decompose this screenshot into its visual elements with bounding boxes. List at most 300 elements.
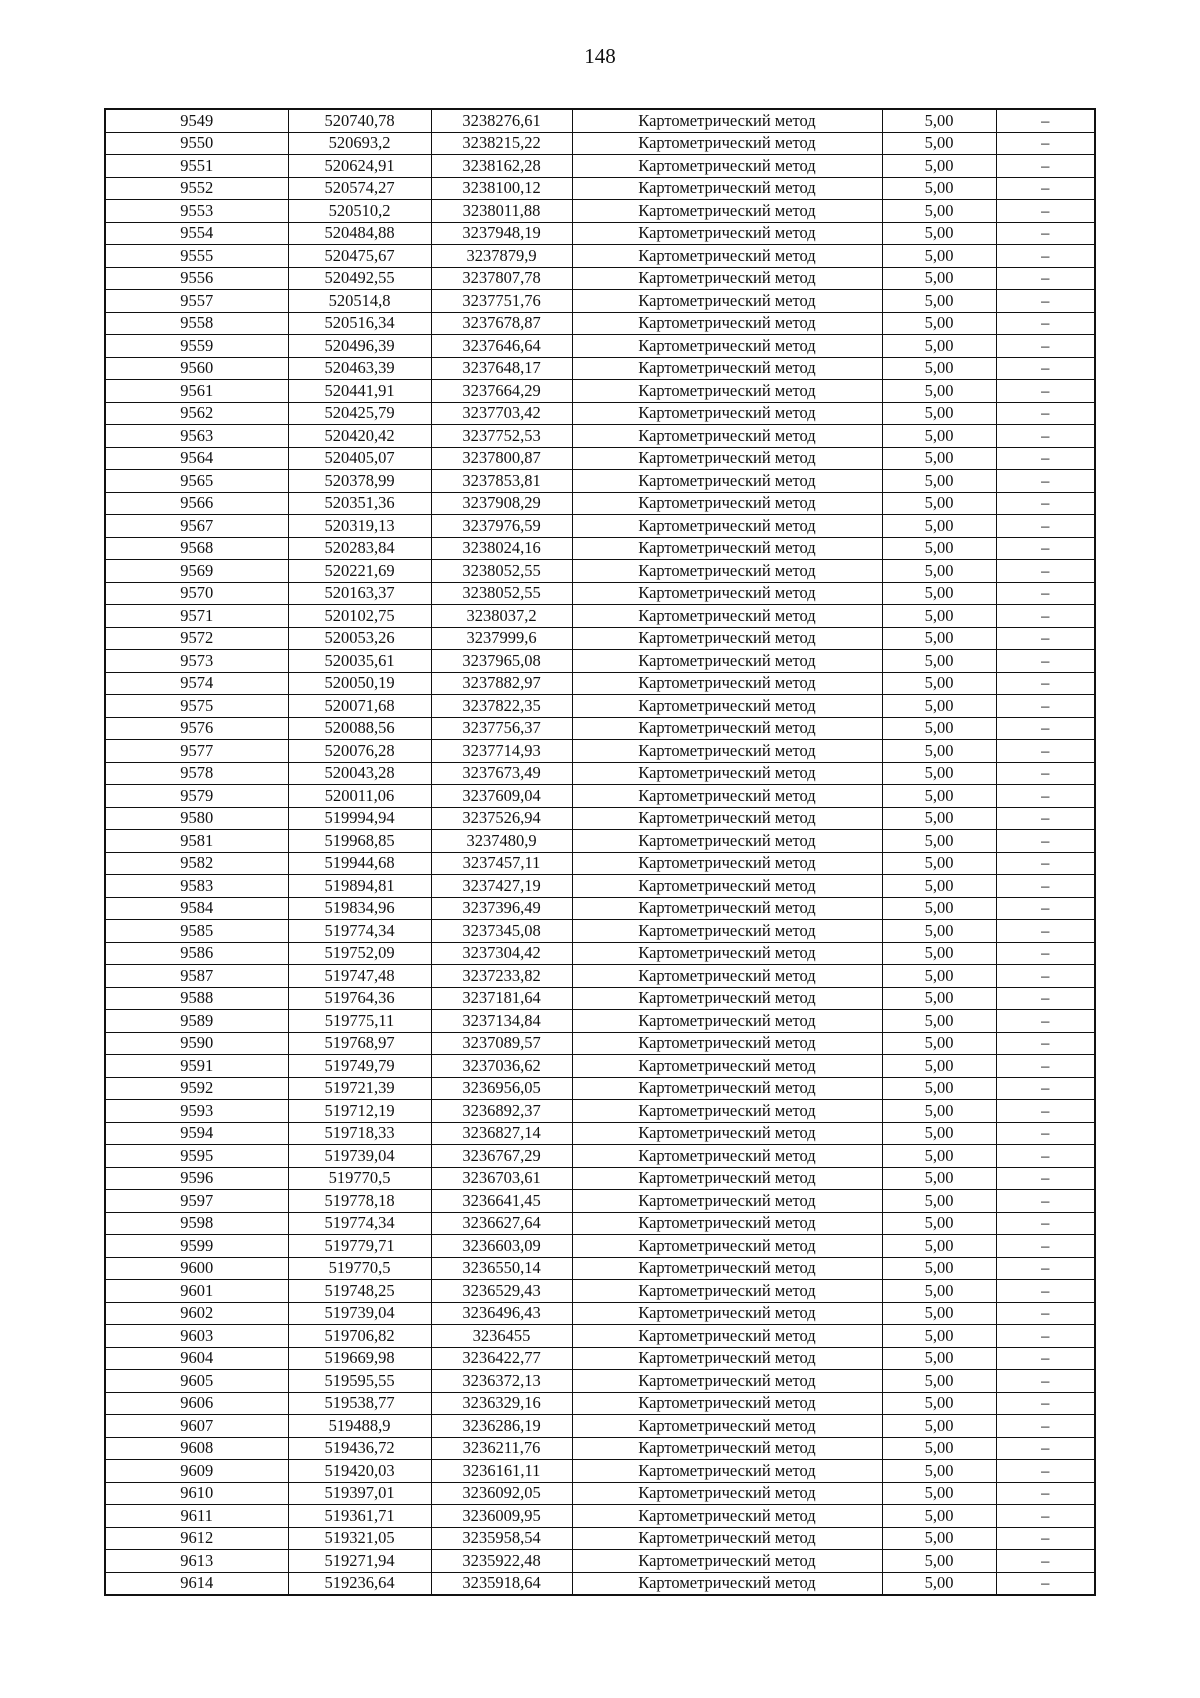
point-number-cell: 9550	[105, 132, 288, 155]
accuracy-cell: 5,00	[882, 1032, 996, 1055]
point-number-cell: 9567	[105, 515, 288, 538]
y-coordinate-cell: 3237233,82	[431, 965, 572, 988]
accuracy-cell: 5,00	[882, 425, 996, 448]
point-number-cell: 9577	[105, 740, 288, 763]
note-cell: –	[996, 650, 1095, 673]
point-number-cell: 9555	[105, 245, 288, 268]
method-cell: Картометрический метод	[572, 605, 882, 628]
method-cell: Картометрический метод	[572, 1505, 882, 1528]
method-cell: Картометрический метод	[572, 807, 882, 830]
x-coordinate-cell: 520693,2	[288, 132, 431, 155]
y-coordinate-cell: 3237089,57	[431, 1032, 572, 1055]
note-cell: –	[996, 109, 1095, 132]
point-number-cell: 9590	[105, 1032, 288, 1055]
x-coordinate-cell: 519236,64	[288, 1572, 431, 1595]
note-cell: –	[996, 672, 1095, 695]
x-coordinate-cell: 519538,77	[288, 1392, 431, 1415]
accuracy-cell: 5,00	[882, 1212, 996, 1235]
point-number-cell: 9551	[105, 155, 288, 178]
table-row	[105, 515, 1095, 538]
y-coordinate-cell: 3236529,43	[431, 1280, 572, 1303]
x-coordinate-cell: 520163,37	[288, 582, 431, 605]
table-row	[105, 1167, 1095, 1190]
note-cell: –	[996, 1010, 1095, 1033]
accuracy-cell: 5,00	[882, 1190, 996, 1213]
y-coordinate-cell: 3237480,9	[431, 830, 572, 853]
table-row	[105, 1100, 1095, 1123]
accuracy-cell: 5,00	[882, 222, 996, 245]
x-coordinate-cell: 519436,72	[288, 1437, 431, 1460]
note-cell: –	[996, 200, 1095, 223]
method-cell: Картометрический метод	[572, 447, 882, 470]
note-cell: –	[996, 1572, 1095, 1595]
x-coordinate-cell: 519768,97	[288, 1032, 431, 1055]
x-coordinate-cell: 519834,96	[288, 897, 431, 920]
method-cell: Картометрический метод	[572, 1257, 882, 1280]
method-cell: Картометрический метод	[572, 515, 882, 538]
accuracy-cell: 5,00	[882, 1077, 996, 1100]
table-row	[105, 335, 1095, 358]
method-cell: Картометрический метод	[572, 1437, 882, 1460]
point-number-cell: 9593	[105, 1100, 288, 1123]
y-coordinate-cell: 3236009,95	[431, 1505, 572, 1528]
method-cell: Картометрический метод	[572, 762, 882, 785]
method-cell: Картометрический метод	[572, 1392, 882, 1415]
x-coordinate-cell: 520283,84	[288, 537, 431, 560]
method-cell: Картометрический метод	[572, 109, 882, 132]
y-coordinate-cell: 3237427,19	[431, 875, 572, 898]
y-coordinate-cell: 3238011,88	[431, 200, 572, 223]
method-cell: Картометрический метод	[572, 290, 882, 313]
table-row	[105, 109, 1095, 132]
method-cell: Картометрический метод	[572, 1235, 882, 1258]
note-cell: –	[996, 515, 1095, 538]
note-cell: –	[996, 1190, 1095, 1213]
note-cell: –	[996, 1032, 1095, 1055]
y-coordinate-cell: 3236211,76	[431, 1437, 572, 1460]
point-number-cell: 9554	[105, 222, 288, 245]
y-coordinate-cell: 3235958,54	[431, 1527, 572, 1550]
note-cell: –	[996, 1100, 1095, 1123]
method-cell: Картометрический метод	[572, 357, 882, 380]
accuracy-cell: 5,00	[882, 762, 996, 785]
table-row	[105, 987, 1095, 1010]
method-cell: Картометрический метод	[572, 717, 882, 740]
x-coordinate-cell: 520351,36	[288, 492, 431, 515]
accuracy-cell: 5,00	[882, 1167, 996, 1190]
point-number-cell: 9565	[105, 470, 288, 493]
y-coordinate-cell: 3236329,16	[431, 1392, 572, 1415]
accuracy-cell: 5,00	[882, 852, 996, 875]
accuracy-cell: 5,00	[882, 1145, 996, 1168]
note-cell: –	[996, 785, 1095, 808]
method-cell: Картометрический метод	[572, 1032, 882, 1055]
y-coordinate-cell: 3237965,08	[431, 650, 572, 673]
accuracy-cell: 5,00	[882, 965, 996, 988]
y-coordinate-cell: 3235918,64	[431, 1572, 572, 1595]
y-coordinate-cell: 3236892,37	[431, 1100, 572, 1123]
accuracy-cell: 5,00	[882, 1392, 996, 1415]
x-coordinate-cell: 519774,34	[288, 920, 431, 943]
accuracy-cell: 5,00	[882, 785, 996, 808]
accuracy-cell: 5,00	[882, 1527, 996, 1550]
accuracy-cell: 5,00	[882, 492, 996, 515]
x-coordinate-cell: 519420,03	[288, 1460, 431, 1483]
accuracy-cell: 5,00	[882, 1325, 996, 1348]
x-coordinate-cell: 519778,18	[288, 1190, 431, 1213]
table-row	[105, 245, 1095, 268]
method-cell: Картометрический метод	[572, 627, 882, 650]
method-cell: Картометрический метод	[572, 1167, 882, 1190]
method-cell: Картометрический метод	[572, 1370, 882, 1393]
accuracy-cell: 5,00	[882, 920, 996, 943]
note-cell: –	[996, 830, 1095, 853]
method-cell: Картометрический метод	[572, 1302, 882, 1325]
point-number-cell: 9574	[105, 672, 288, 695]
table-row	[105, 177, 1095, 200]
x-coordinate-cell: 519712,19	[288, 1100, 431, 1123]
y-coordinate-cell: 3237703,42	[431, 402, 572, 425]
x-coordinate-cell: 520088,56	[288, 717, 431, 740]
accuracy-cell: 5,00	[882, 807, 996, 830]
y-coordinate-cell: 3237609,04	[431, 785, 572, 808]
table-row	[105, 1302, 1095, 1325]
point-number-cell: 9578	[105, 762, 288, 785]
accuracy-cell: 5,00	[882, 1100, 996, 1123]
note-cell: –	[996, 1505, 1095, 1528]
method-cell: Картометрический метод	[572, 470, 882, 493]
y-coordinate-cell: 3238215,22	[431, 132, 572, 155]
note-cell: –	[996, 1347, 1095, 1370]
note-cell: –	[996, 605, 1095, 628]
x-coordinate-cell: 520484,88	[288, 222, 431, 245]
point-number-cell: 9597	[105, 1190, 288, 1213]
y-coordinate-cell: 3237756,37	[431, 717, 572, 740]
table-row	[105, 1077, 1095, 1100]
table-row	[105, 1122, 1095, 1145]
y-coordinate-cell: 3238162,28	[431, 155, 572, 178]
point-number-cell: 9571	[105, 605, 288, 628]
x-coordinate-cell: 519994,94	[288, 807, 431, 830]
table-row	[105, 1370, 1095, 1393]
method-cell: Картометрический метод	[572, 1550, 882, 1573]
point-number-cell: 9598	[105, 1212, 288, 1235]
note-cell: –	[996, 987, 1095, 1010]
table-row	[105, 1257, 1095, 1280]
note-cell: –	[996, 177, 1095, 200]
note-cell: –	[996, 1235, 1095, 1258]
method-cell: Картометрический метод	[572, 155, 882, 178]
table-row	[105, 402, 1095, 425]
note-cell: –	[996, 1437, 1095, 1460]
accuracy-cell: 5,00	[882, 132, 996, 155]
accuracy-cell: 5,00	[882, 1550, 996, 1573]
x-coordinate-cell: 519944,68	[288, 852, 431, 875]
table-row	[105, 695, 1095, 718]
point-number-cell: 9592	[105, 1077, 288, 1100]
point-number-cell: 9569	[105, 560, 288, 583]
x-coordinate-cell: 519770,5	[288, 1167, 431, 1190]
note-cell: –	[996, 155, 1095, 178]
point-number-cell: 9576	[105, 717, 288, 740]
table-row	[105, 492, 1095, 515]
table-row	[105, 155, 1095, 178]
x-coordinate-cell: 520378,99	[288, 470, 431, 493]
accuracy-cell: 5,00	[882, 1055, 996, 1078]
method-cell: Картометрический метод	[572, 245, 882, 268]
accuracy-cell: 5,00	[882, 380, 996, 403]
note-cell: –	[996, 425, 1095, 448]
table-row	[105, 942, 1095, 965]
note-cell: –	[996, 807, 1095, 830]
accuracy-cell: 5,00	[882, 537, 996, 560]
table-row	[105, 582, 1095, 605]
x-coordinate-cell: 519774,34	[288, 1212, 431, 1235]
y-coordinate-cell: 3237304,42	[431, 942, 572, 965]
method-cell: Картометрический метод	[572, 267, 882, 290]
x-coordinate-cell: 520420,42	[288, 425, 431, 448]
x-coordinate-cell: 519894,81	[288, 875, 431, 898]
y-coordinate-cell: 3236627,64	[431, 1212, 572, 1235]
note-cell: –	[996, 942, 1095, 965]
method-cell: Картометрический метод	[572, 785, 882, 808]
table-row	[105, 785, 1095, 808]
method-cell: Картометрический метод	[572, 740, 882, 763]
x-coordinate-cell: 520071,68	[288, 695, 431, 718]
table-row	[105, 1032, 1095, 1055]
table-row	[105, 1325, 1095, 1348]
note-cell: –	[996, 1415, 1095, 1438]
note-cell: –	[996, 740, 1095, 763]
note-cell: –	[996, 447, 1095, 470]
y-coordinate-cell: 3237751,76	[431, 290, 572, 313]
note-cell: –	[996, 537, 1095, 560]
note-cell: –	[996, 132, 1095, 155]
x-coordinate-cell: 520043,28	[288, 762, 431, 785]
method-cell: Картометрический метод	[572, 335, 882, 358]
y-coordinate-cell: 3236703,61	[431, 1167, 572, 1190]
x-coordinate-cell: 519706,82	[288, 1325, 431, 1348]
x-coordinate-cell: 519739,04	[288, 1302, 431, 1325]
point-number-cell: 9589	[105, 1010, 288, 1033]
point-number-cell: 9568	[105, 537, 288, 560]
table-row	[105, 222, 1095, 245]
y-coordinate-cell: 3237714,93	[431, 740, 572, 763]
method-cell: Картометрический метод	[572, 132, 882, 155]
x-coordinate-cell: 519721,39	[288, 1077, 431, 1100]
accuracy-cell: 5,00	[882, 1347, 996, 1370]
accuracy-cell: 5,00	[882, 605, 996, 628]
x-coordinate-cell: 520425,79	[288, 402, 431, 425]
y-coordinate-cell: 3237646,64	[431, 335, 572, 358]
accuracy-cell: 5,00	[882, 942, 996, 965]
method-cell: Картометрический метод	[572, 177, 882, 200]
note-cell: –	[996, 762, 1095, 785]
accuracy-cell: 5,00	[882, 1122, 996, 1145]
method-cell: Картометрический метод	[572, 1572, 882, 1595]
point-number-cell: 9614	[105, 1572, 288, 1595]
x-coordinate-cell: 519321,05	[288, 1527, 431, 1550]
table-row	[105, 650, 1095, 673]
method-cell: Картометрический метод	[572, 1212, 882, 1235]
table-row	[105, 920, 1095, 943]
note-cell: –	[996, 920, 1095, 943]
note-cell: –	[996, 852, 1095, 875]
point-number-cell: 9564	[105, 447, 288, 470]
y-coordinate-cell: 3238100,12	[431, 177, 572, 200]
y-coordinate-cell: 3236827,14	[431, 1122, 572, 1145]
y-coordinate-cell: 3237396,49	[431, 897, 572, 920]
point-number-cell: 9594	[105, 1122, 288, 1145]
method-cell: Картометрический метод	[572, 1280, 882, 1303]
table-row	[105, 357, 1095, 380]
accuracy-cell: 5,00	[882, 1302, 996, 1325]
accuracy-cell: 5,00	[882, 717, 996, 740]
accuracy-cell: 5,00	[882, 155, 996, 178]
note-cell: –	[996, 1212, 1095, 1235]
y-coordinate-cell: 3236422,77	[431, 1347, 572, 1370]
note-cell: –	[996, 222, 1095, 245]
point-number-cell: 9606	[105, 1392, 288, 1415]
note-cell: –	[996, 582, 1095, 605]
y-coordinate-cell: 3237457,11	[431, 852, 572, 875]
point-number-cell: 9602	[105, 1302, 288, 1325]
table-row	[105, 290, 1095, 313]
accuracy-cell: 5,00	[882, 312, 996, 335]
point-number-cell: 9549	[105, 109, 288, 132]
note-cell: –	[996, 1055, 1095, 1078]
x-coordinate-cell: 520076,28	[288, 740, 431, 763]
method-cell: Картометрический метод	[572, 1100, 882, 1123]
x-coordinate-cell: 520496,39	[288, 335, 431, 358]
method-cell: Картометрический метод	[572, 1325, 882, 1348]
y-coordinate-cell: 3237999,6	[431, 627, 572, 650]
method-cell: Картометрический метод	[572, 920, 882, 943]
table-row	[105, 672, 1095, 695]
method-cell: Картометрический метод	[572, 852, 882, 875]
x-coordinate-cell: 520035,61	[288, 650, 431, 673]
x-coordinate-cell: 520510,2	[288, 200, 431, 223]
accuracy-cell: 5,00	[882, 245, 996, 268]
accuracy-cell: 5,00	[882, 1257, 996, 1280]
y-coordinate-cell: 3237800,87	[431, 447, 572, 470]
method-cell: Картометрический метод	[572, 537, 882, 560]
table-row	[105, 627, 1095, 650]
table-row	[105, 1392, 1095, 1415]
table-row	[105, 1415, 1095, 1438]
note-cell: –	[996, 1145, 1095, 1168]
point-number-cell: 9586	[105, 942, 288, 965]
point-number-cell: 9559	[105, 335, 288, 358]
note-cell: –	[996, 1280, 1095, 1303]
point-number-cell: 9557	[105, 290, 288, 313]
point-number-cell: 9605	[105, 1370, 288, 1393]
y-coordinate-cell: 3237948,19	[431, 222, 572, 245]
y-coordinate-cell: 3235922,48	[431, 1550, 572, 1573]
method-cell: Картометрический метод	[572, 1145, 882, 1168]
accuracy-cell: 5,00	[882, 672, 996, 695]
accuracy-cell: 5,00	[882, 695, 996, 718]
table-row	[105, 560, 1095, 583]
table-row	[105, 470, 1095, 493]
y-coordinate-cell: 3237664,29	[431, 380, 572, 403]
point-number-cell: 9580	[105, 807, 288, 830]
y-coordinate-cell: 3236603,09	[431, 1235, 572, 1258]
accuracy-cell: 5,00	[882, 1572, 996, 1595]
point-number-cell: 9583	[105, 875, 288, 898]
y-coordinate-cell: 3237976,59	[431, 515, 572, 538]
table-row	[105, 1190, 1095, 1213]
method-cell: Картометрический метод	[572, 695, 882, 718]
note-cell: –	[996, 1257, 1095, 1280]
table-row	[105, 537, 1095, 560]
table-row	[105, 830, 1095, 853]
note-cell: –	[996, 627, 1095, 650]
x-coordinate-cell: 519749,79	[288, 1055, 431, 1078]
point-number-cell: 9595	[105, 1145, 288, 1168]
x-coordinate-cell: 520050,19	[288, 672, 431, 695]
point-number-cell: 9607	[105, 1415, 288, 1438]
method-cell: Картометрический метод	[572, 897, 882, 920]
method-cell: Картометрический метод	[572, 425, 882, 448]
table-row	[105, 965, 1095, 988]
method-cell: Картометрический метод	[572, 1460, 882, 1483]
accuracy-cell: 5,00	[882, 582, 996, 605]
x-coordinate-cell: 520011,06	[288, 785, 431, 808]
point-number-cell: 9563	[105, 425, 288, 448]
y-coordinate-cell: 3236956,05	[431, 1077, 572, 1100]
table-row	[105, 762, 1095, 785]
method-cell: Картометрический метод	[572, 875, 882, 898]
x-coordinate-cell: 519271,94	[288, 1550, 431, 1573]
y-coordinate-cell: 3236372,13	[431, 1370, 572, 1393]
accuracy-cell: 5,00	[882, 650, 996, 673]
x-coordinate-cell: 519748,25	[288, 1280, 431, 1303]
y-coordinate-cell: 3237853,81	[431, 470, 572, 493]
table-row	[105, 1482, 1095, 1505]
note-cell: –	[996, 335, 1095, 358]
table-row	[105, 1572, 1095, 1595]
y-coordinate-cell: 3236496,43	[431, 1302, 572, 1325]
table-row	[105, 1347, 1095, 1370]
x-coordinate-cell: 520221,69	[288, 560, 431, 583]
x-coordinate-cell: 519770,5	[288, 1257, 431, 1280]
x-coordinate-cell: 519397,01	[288, 1482, 431, 1505]
method-cell: Картометрический метод	[572, 582, 882, 605]
y-coordinate-cell: 3236767,29	[431, 1145, 572, 1168]
page-number: 148	[584, 44, 616, 68]
method-cell: Картометрический метод	[572, 380, 882, 403]
y-coordinate-cell: 3237134,84	[431, 1010, 572, 1033]
note-cell: –	[996, 1325, 1095, 1348]
x-coordinate-cell: 520574,27	[288, 177, 431, 200]
y-coordinate-cell: 3236092,05	[431, 1482, 572, 1505]
table-row	[105, 807, 1095, 830]
y-coordinate-cell: 3237879,9	[431, 245, 572, 268]
y-coordinate-cell: 3237908,29	[431, 492, 572, 515]
point-number-cell: 9552	[105, 177, 288, 200]
method-cell: Картометрический метод	[572, 942, 882, 965]
accuracy-cell: 5,00	[882, 627, 996, 650]
point-number-cell: 9591	[105, 1055, 288, 1078]
accuracy-cell: 5,00	[882, 1370, 996, 1393]
x-coordinate-cell: 519779,71	[288, 1235, 431, 1258]
note-cell: –	[996, 492, 1095, 515]
x-coordinate-cell: 520740,78	[288, 109, 431, 132]
note-cell: –	[996, 717, 1095, 740]
accuracy-cell: 5,00	[882, 357, 996, 380]
y-coordinate-cell: 3238037,2	[431, 605, 572, 628]
